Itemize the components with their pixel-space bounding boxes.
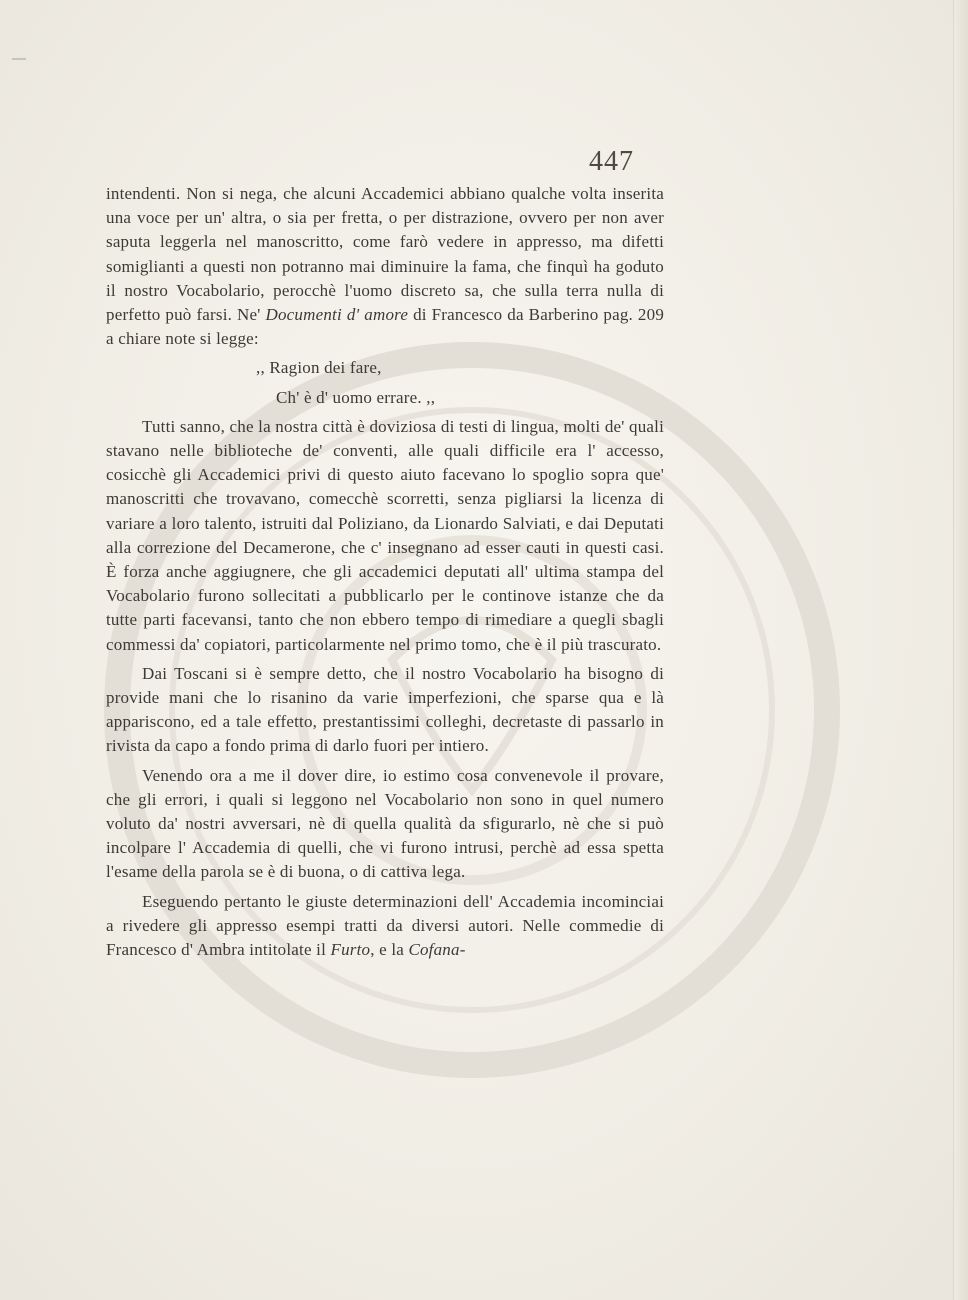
margin-mark (12, 58, 26, 60)
verse-line-1: ,, Ragion dei fare, (256, 358, 382, 378)
paragraph-1 (106, 182, 664, 351)
body-text (106, 182, 664, 967)
paragraph-1-text-b: di Francesco da Barberino pag. 209 a chiare note si legge: (106, 305, 665, 349)
paragraph-5 (106, 890, 664, 963)
paragraph-3: Dai Toscani si è sempre detto, che il nostro Vocabolario ha bisogno di provide mani che lo risanino da varie imperfezioni, che sparse qua e là appariscono, ed a tale effetto, prestantissimi colleghi, decretaste di passarlo in rivista da capo a fondo prima di darlo fuori per intiero. (106, 663, 664, 756)
verse-line-2: Ch' è d' uomo errare. ,, (276, 387, 436, 407)
paragraph-5-text-b: , e la (370, 940, 404, 960)
page-edge (953, 0, 968, 1300)
paragraph-5-text-a: Eseguendo pertanto le giuste determinazioni dell' Accademia incominciai a rivedere gli appresso esempi tratti da diversi autori. Nelle commedie di Francesco d' Ambra intitolate il (106, 891, 664, 960)
page-number: 447 (589, 146, 634, 177)
paragraph-1-text-a: intendenti. Non si nega, che alcuni Accademici abbiano qualche volta inserita una voce per un' altra, o sia per fretta, o per distrazione, ovvero per non aver saputa leggerla nel manoscritto, come farò vedere in appresso, ma difetti somiglianti a questi non potranno mai diminuire la fama, che finquì ha goduto il nostro Vocabolario, perocchè l'uomo discreto sa, che sulla terra nulla di perfetto può farsi. Ne' (106, 184, 664, 325)
book-title-italic: Documenti d' amore (265, 305, 409, 325)
paragraph-2: Tutti sanno, che la nostra città è doviziosa di testi di lingua, molti de' quali stavano nelle biblioteche de' conventi, alle quali difficile era l' accesso, cosicchè gli Accademici privi di questo aiuto facevano lo spoglio sopra que' manoscritti che trovavano, comecchè scorretti, senza pigliarsi la licenza di variare a loro talento, istruiti dal Poliziano, da Lionardo Salviati, e dai Deputati alla correzione del Decamerone, che c' insegnano ad esser cauti in questi casi. È forza anche aggiugnere, che gli accademici deputati all' ultima stampa del Vocabolario furono sollecitati a pubblicarlo per le continove istanze che da tutte parti facevansi, tanto che non ebbero tempo di rimediare a quegli sbagli commessi da' copiatori, particolarmente nel primo tomo, che è il più trascurato. (106, 416, 664, 654)
work-title-furto: Furto (330, 940, 371, 960)
paragraph-4: Venendo ora a me il dover dire, io estimo cosa convenevole il provare, che gli errori, i quali si leggono nel Vocabolario non sono in quel numero voluto da' nostri avversari, nè di quella qualità da sfigurarlo, nè che si può incolpare l' Accademia di quelli, che vi furono intrusi, perchè ad essa spetta l'esame della parola se è di buona, o di cattiva lega. (106, 765, 664, 882)
work-title-cofana: Cofana- (408, 940, 466, 960)
